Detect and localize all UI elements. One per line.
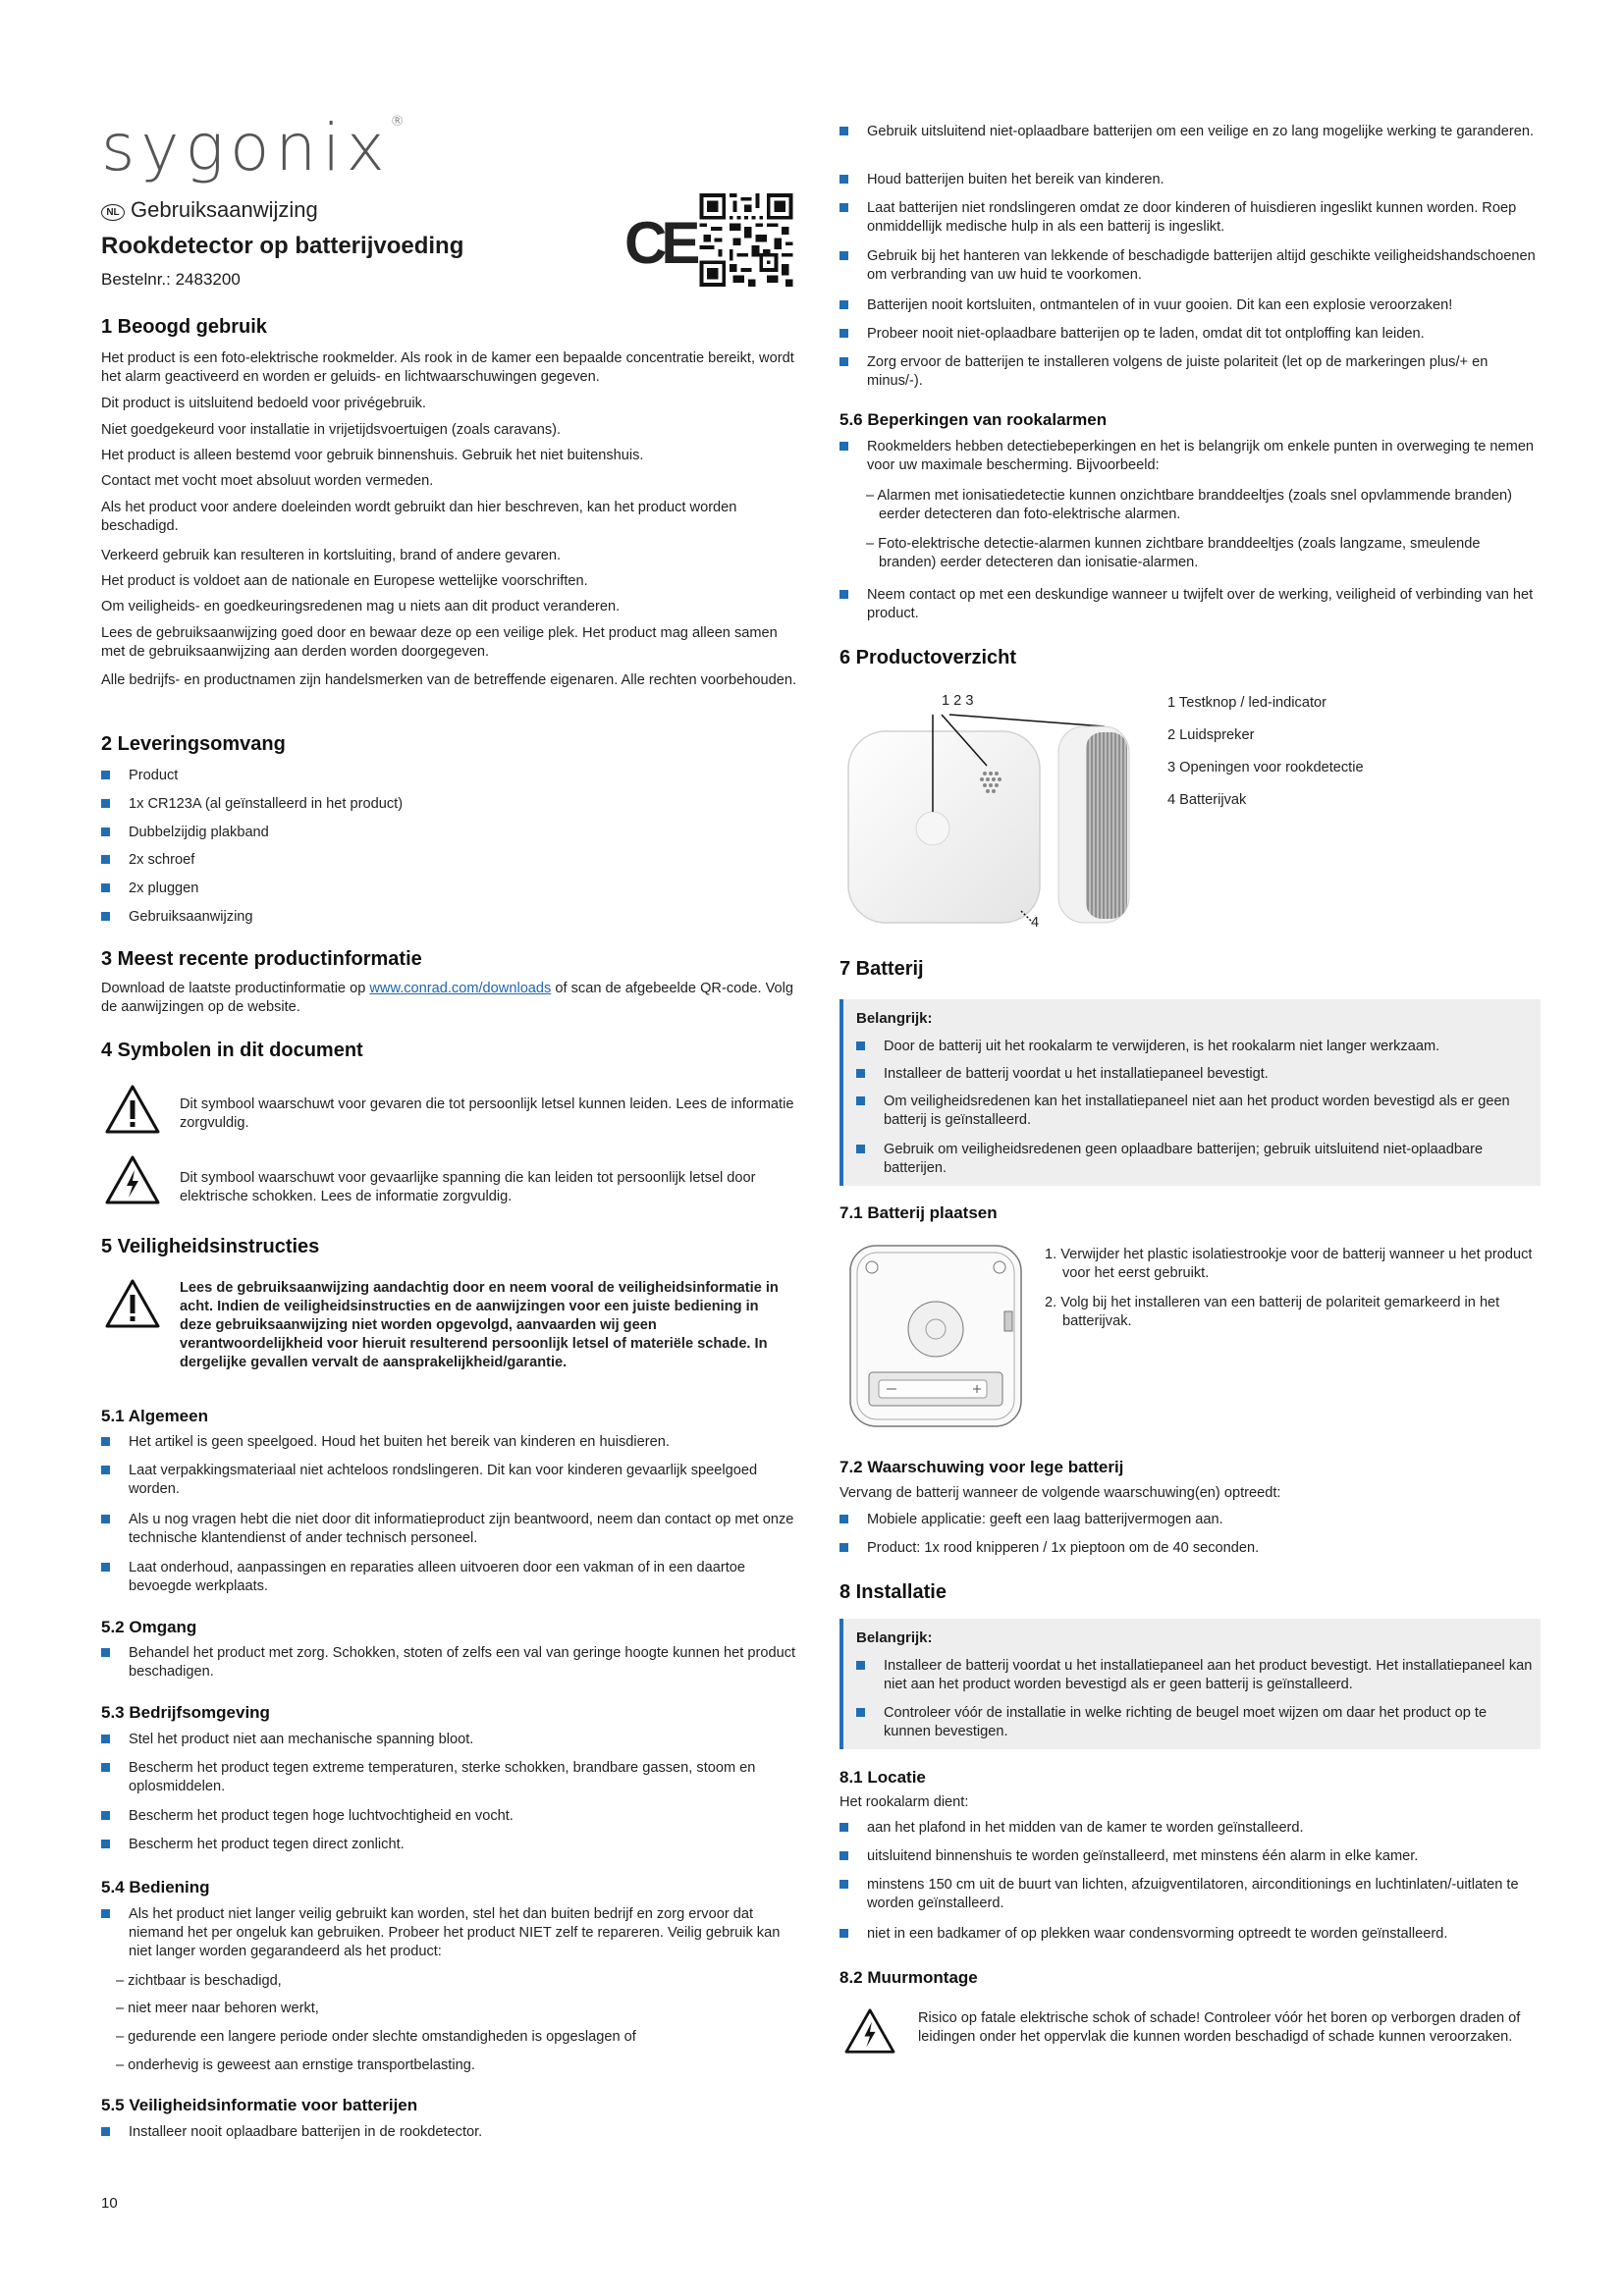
list-item: Om veiligheidsredenen kan het installatiepaneel niet aan het product worden bevestigd als er geen batterij is geïnstalleerd. — [856, 1093, 1534, 1130]
qr-code — [697, 193, 795, 287]
product-illustration — [839, 687, 1134, 942]
paragraph: Om veiligheids- en goedkeuringsredenen mag u niets aan dit product veranderen. — [101, 599, 621, 614]
warning-symbol-text: Dit symbool waarschuwt voor gevaren die tot persoonlijk letsel kunnen leiden. Lees de informatie zorgvuldig. — [180, 1096, 794, 1131]
list-item: aan het plafond in het midden van de kamer te worden geïnstalleerd. — [839, 1819, 1541, 1838]
paragraph: Dit product is uitsluitend bedoeld voor privégebruik. — [101, 396, 426, 411]
paragraph: Het product is voldoet aan de nationale en Europese wettelijke voorschriften. — [101, 573, 588, 589]
nl-language-badge: NL — [101, 204, 125, 221]
list-item: Als het product niet langer veilig gebruikt kan worden, stel het dan buiten bedrijf en zorg ervoor dat niemand het per ongeluk kan gebruiken. Probeer het product NIET zelf te repareren. Veilig gebruik kan niet langer worden gegarandeerd als het product: — [101, 1905, 800, 1961]
warning-triangle-icon — [104, 1084, 161, 1135]
list-item: Laat verpakkingsmateriaal niet achteloos rondslingeren. Dit kan voor kinderen gevaarlijk speelgoed worden. — [101, 1462, 800, 1499]
list-item: Neem contact op met een deskundige wanneer u twijfelt over de werking, veiligheid of verbinding van het product. — [839, 586, 1541, 623]
dash-item: – niet meer naar behoren werkt, — [116, 2001, 319, 2016]
list-item: Laat batterijen niet rondslingeren omdat ze door kinderen of huisdieren ingeslikt kunnen worden. Roep onmiddellijk medische hulp in als een batterij is ingeslikt. — [839, 199, 1541, 237]
list-item: Zorg ervoor de batterijen te installeren volgens de juiste polariteit (let op de markeringen plus/+ en minus/-). — [839, 353, 1541, 391]
important-box-battery — [839, 999, 1541, 1186]
heading-leveringsomvang: 2 Leveringsomvang — [101, 733, 286, 755]
wall-mount-warning-text: Risico op fatale elektrische schok of schade! Controleer vóór het boren op verborgen draden of leidingen onder het oppervlak die kunnen worden beschadigd of schade kunnen veroorzaken. — [918, 2010, 1521, 2045]
list-item: Gebruik bij het hanteren van lekkende of beschadigde batterijen altijd geschikte veiligheidshandschoenen om verbranding van uw huid te voorkomen. — [839, 247, 1541, 285]
list-item: Installeer de batterij voordat u het installatiepaneel bevestigt. — [856, 1065, 1534, 1084]
step-item: 1. Verwijder het plastic isolatiestrookje voor de batterij wanneer u het product voor het eerst gebruikt. — [1045, 1247, 1533, 1281]
high-voltage-icon — [843, 2007, 896, 2055]
list-item: Dubbelzijdig plakband — [101, 824, 800, 842]
heading-algemeen: 5.1 Algemeen — [101, 1407, 208, 1425]
battery-compartment-image — [847, 1243, 1024, 1429]
paragraph: Alle bedrijfs- en productnamen zijn handelsmerken van de betreffende eigenaren. Alle rechten voorbehouden. — [101, 672, 796, 688]
heading-installatie: 8 Installatie — [839, 1581, 947, 1603]
voltage-symbol-text: Dit symbool waarschuwt voor gevaarlijke spanning die kan leiden tot persoonlijk letsel door elektrische schokken. Lees de informatie zorgvuldig. — [180, 1170, 756, 1204]
list-item: Als u nog vragen hebt die niet door dit informatieproduct zijn beantwoord, neem dan contact op met onze technische klantendienst of ander technisch personeel. — [101, 1511, 800, 1548]
list-item: Controleer vóór de installatie in welke richting de beugel moet wijzen om daar het product op te kunnen bevestigen. — [856, 1704, 1534, 1741]
list-item: Gebruik uitsluitend niet-oplaadbare batterijen om een veilige en zo lang mogelijke werking te garanderen. — [839, 123, 1541, 141]
list-item: Door de batterij uit het rookalarm te verwijderen, is het rookalarm niet langer werkzaam. — [856, 1038, 1534, 1056]
list-item: Gebruiksaanwijzing — [101, 908, 800, 927]
high-voltage-icon — [104, 1154, 161, 1205]
important-label: Belangrijk: — [856, 1629, 933, 1646]
list-item: Het artikel is geen speelgoed. Houd het buiten het bereik van kinderen en huisdieren. — [101, 1433, 800, 1452]
heading-beoogd-gebruik: 1 Beoogd gebruik — [101, 316, 267, 338]
heading-bediening: 5.4 Bediening — [101, 1878, 210, 1896]
heading-batterijveiligheid: 5.5 Veiligheidsinformatie voor batterijen — [101, 2096, 418, 2114]
step-item: 2. Volg bij het installeren van een batterij de polariteit gemarkeerd in het batterijvak. — [1045, 1295, 1500, 1329]
list-item: Gebruik om veiligheidsredenen geen oplaadbare batterijen; gebruik uitsluitend niet-oplaadbare batterijen. — [856, 1141, 1534, 1178]
list-item: 1x CR123A (al geïnstalleerd in het product) — [101, 795, 800, 814]
paragraph: Vervang de batterij wanneer de volgende waarschuwing(en) optreedt: — [839, 1485, 1281, 1501]
callout-numbers: 1 2 3 — [942, 693, 974, 709]
paragraph: Lees de gebruiksaanwijzing goed door en bewaar deze op een veilige plek. Het product mag alleen samen met de gebruiksaanwijzing aan derden worden doorgegeven. — [101, 625, 778, 660]
callout-battery-number: 4 — [1031, 915, 1040, 931]
dash-item: – gedurende een langere periode onder slechte omstandigheden is opgeslagen of — [116, 2029, 636, 2045]
paragraph: Het rookalarm dient: — [839, 1794, 969, 1810]
list-item: Product: 1x rood knipperen / 1x pieptoon om de 40 seconden. — [839, 1539, 1541, 1558]
paragraph: Contact met vocht moet absoluut worden vermeden. — [101, 473, 434, 489]
list-item: niet in een badkamer of op plekken waar condensvorming optreedt te worden geïnstalleerd. — [839, 1925, 1541, 1944]
heading-bedrijfsomgeving: 5.3 Bedrijfsomgeving — [101, 1703, 270, 1722]
dash-item: – Alarmen met ionisatiedetectie kunnen onzichtbare branddeeltjes (zoals snel opvlammende branden) eerder detecteren dan foto-elektrische alarmen. — [866, 488, 1512, 522]
heading-veiligheidsinstructies: 5 Veiligheidsinstructies — [101, 1236, 320, 1257]
safety-warning-text: Lees de gebruiksaanwijzing aandachtig door en neem vooral de veiligheidsinformatie in acht. Indien de veiligheidsinstructies en de aanwijzingen voor een juiste bediening in deze gebruiksaanwijzing niet worden opgevolgd, aanvaarden wij geen verantwoordelijkheid voor hieruit resulterend persoonlijk letsel of materiële schade. In dergelijke gevallen vervalt de aansprakelijkheid/garantie. — [180, 1280, 779, 1370]
list-item: Rookmelders hebben detectiebeperkingen en het is belangrijk om enkele punten in overweging te nemen voor uw maximale bescherming. Bijvoorbeeld: — [839, 438, 1541, 475]
list-item: Installeer nooit oplaadbare batterijen in de rookdetector. — [101, 2123, 800, 2142]
list-item: Product — [101, 767, 800, 785]
dash-item: – Foto-elektrische detectie-alarmen kunnen zichtbare branddeeltjes (zoals langzame, smeulende branden) eerder detecteren dan ionisatie-alarmen. — [866, 536, 1481, 570]
label-speaker: 2 Luidspreker — [1167, 727, 1255, 743]
heading-productoverzicht: 6 Productoverzicht — [839, 647, 1017, 668]
heading-omgang: 5.2 Omgang — [101, 1618, 197, 1636]
list-item: Probeer nooit niet-oplaadbare batterijen op te laden, omdat dit tot ontploffing kan leiden. — [839, 325, 1541, 344]
label-smoke-openings: 3 Openingen voor rookdetectie — [1167, 760, 1364, 775]
label-test-button: 1 Testknop / led-indicator — [1167, 695, 1326, 711]
warning-triangle-icon — [104, 1278, 161, 1329]
brand-logo: sygonix® — [101, 110, 405, 186]
smoke-detector-image — [839, 687, 1134, 942]
heading-productinformatie: 3 Meest recente productinformatie — [101, 948, 422, 970]
dash-item: – onderhevig is geweest aan ernstige transportbelasting. — [116, 2057, 475, 2073]
list-item: 2x pluggen — [101, 880, 800, 898]
product-title: Rookdetector op batterijvoeding — [101, 233, 464, 259]
heading-batterij-plaatsen: 7.1 Batterij plaatsen — [839, 1203, 998, 1222]
list-item: Behandel het product met zorg. Schokken, stoten of zelfs een val van geringe hoogte kunnen het product beschadigen. — [101, 1644, 800, 1682]
paragraph: Als het product voor andere doeleinden wordt gebruikt dan hier beschreven, kan het product worden beschadigd. — [101, 500, 737, 534]
list-item: Mobiele applicatie: geeft een laag batterijvermogen aan. — [839, 1511, 1541, 1529]
heading-muurmontage: 8.2 Muurmontage — [839, 1968, 978, 1987]
important-label: Belangrijk: — [856, 1010, 933, 1027]
list-item: Bescherm het product tegen direct zonlicht. — [101, 1836, 800, 1854]
list-item: Installeer de batterij voordat u het installatiepaneel aan het product bevestigt. Het installatiepaneel kan niet aan het product worden bevestigd als er geen batterij is geïnstalleerd. — [856, 1657, 1534, 1694]
heading-locatie: 8.1 Locatie — [839, 1768, 926, 1787]
list-item: uitsluitend binnenshuis te worden geïnstalleerd, met minstens één alarm in elke kamer. — [839, 1847, 1541, 1866]
list-item: 2x schroef — [101, 851, 800, 870]
heading-symbolen: 4 Symbolen in dit document — [101, 1040, 363, 1061]
paragraph: Niet goedgekeurd voor installatie in vrijetijdsvoertuigen (zoals caravans). — [101, 422, 562, 438]
conrad-downloads-link[interactable]: www.conrad.com/downloads — [369, 981, 552, 996]
heading-lege-batterij: 7.2 Waarschuwing voor lege batterij — [839, 1458, 1124, 1476]
list-item: Bescherm het product tegen extreme temperaturen, sterke schokken, brandbare gassen, stoom en oplosmiddelen. — [101, 1759, 800, 1796]
paragraph: Download de laatste productinformatie op www.conrad.com/downloads of scan de afgebeelde QR-code. Volg de aanwijzingen op de website. — [101, 981, 793, 1015]
list-item: minstens 150 cm uit de buurt van lichten, afzuigventilatoren, airconditionings en luchtinlaten/-uitlaten te worden geïnstalleerd. — [839, 1876, 1541, 1913]
paragraph: Het product is alleen bestemd voor gebruik binnenshuis. Gebruik het niet buitenshuis. — [101, 448, 644, 463]
important-box-installation — [839, 1619, 1541, 1749]
list-item: Houd batterijen buiten het bereik van kinderen. — [839, 171, 1541, 189]
list-item: Bescherm het product tegen hoge luchtvochtigheid en vocht. — [101, 1807, 800, 1826]
list-item: Laat onderhoud, aanpassingen en reparaties alleen uitvoeren door een vakman of in een daartoe bevoegde werkplaats. — [101, 1559, 800, 1596]
heading-batterij: 7 Batterij — [839, 958, 924, 980]
order-number: Bestelnr.: 2483200 — [101, 270, 241, 289]
paragraph: Het product is een foto-elektrische rookmelder. Als rook in de kamer een bepaalde concentratie bereikt, wordt het alarm geactiveerd en worden er geluids- en lichtwaarschuwingen gegeven. — [101, 350, 794, 385]
ce-mark: CE — [624, 210, 695, 276]
dash-item: – zichtbaar is beschadigd, — [116, 1973, 282, 1989]
list-item: Stel het product niet aan mechanische spanning bloot. — [101, 1731, 800, 1749]
heading-beperkingen: 5.6 Beperkingen van rookalarmen — [839, 410, 1108, 429]
page-number: 10 — [101, 2195, 118, 2212]
label-battery-compartment: 4 Batterijvak — [1167, 792, 1247, 808]
manual-label: NL Gebruiksaanwijzing — [101, 197, 318, 223]
paragraph: Verkeerd gebruik kan resulteren in kortsluiting, brand of andere gevaren. — [101, 548, 562, 563]
list-item: Batterijen nooit kortsluiten, ontmantelen of in vuur gooien. Dit kan een explosie veroorzaken! — [839, 296, 1541, 315]
